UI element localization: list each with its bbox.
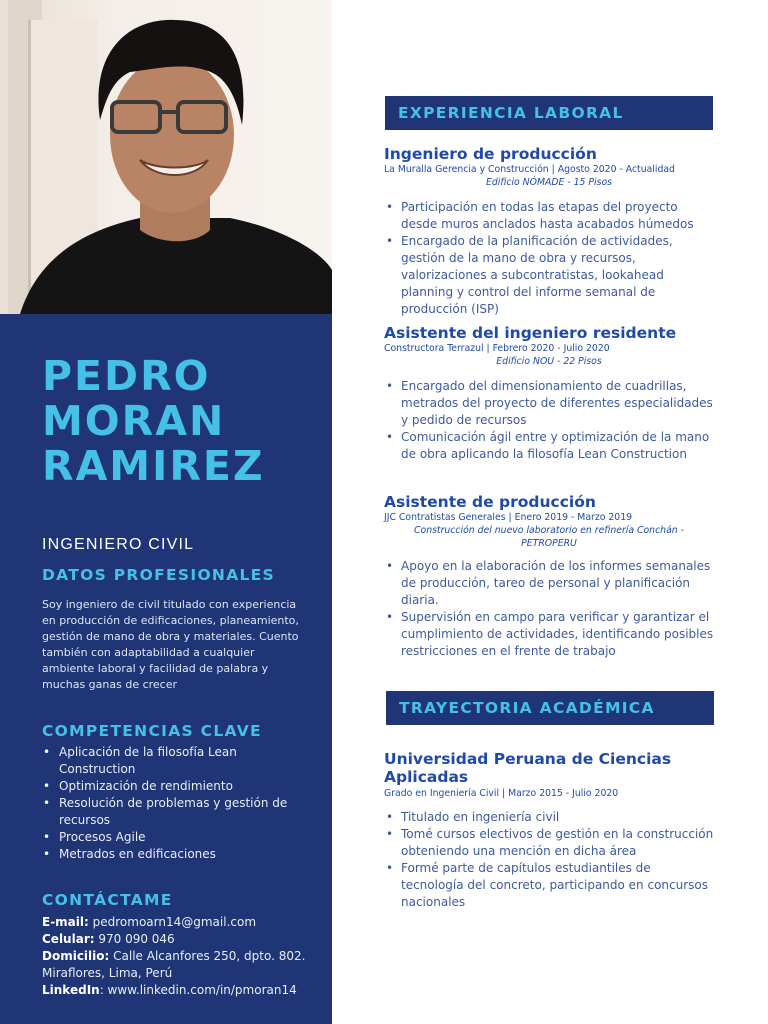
linkedin-label: LinkedIn: [42, 983, 100, 997]
job-title: Asistente de producción: [384, 493, 596, 511]
job-project: Edificio NÓMADE - 15 Pisos: [485, 177, 612, 188]
job-title: Asistente del ingeniero residente: [384, 324, 677, 342]
job-entry: [384, 493, 714, 660]
degree-dates: Grado en Ingeniería Civil | Marzo 2015 - Julio 2020: [384, 788, 619, 799]
list-item: • Tomé cursos electivos de gestión en la construcción obteniendo una mención en dicha área: [384, 826, 714, 860]
list-item: • Formé parte de capítulos estudiantiles de tecnología del concreto, participando en concursos nacionales: [384, 860, 714, 911]
contact-heading: CONTÁCTAME: [42, 891, 173, 909]
name-line-middle: MORAN: [42, 397, 226, 445]
phone-label: Celular:: [42, 932, 95, 946]
list-item: • Participación en todas las etapas del proyecto desde muros anclados hasta acabados húmedos: [384, 199, 714, 233]
contact-email: [42, 914, 322, 931]
email-value[interactable]: pedromoarn14@gmail.com: [88, 915, 257, 929]
job-company-dates: JJC Contratistas Generales | Enero 2019 - Marzo 2019: [384, 512, 633, 523]
list-item: • Metrados en edificaciones: [42, 846, 312, 863]
profile-heading: DATOS PROFESIONALES: [42, 566, 276, 584]
job-bullets: [384, 378, 714, 463]
list-item: • Encargado de la planificación de actividades, gestión de la mano de obra y recursos, valorizaciones a subcontratistas, lookahead planning y control del informe semanal de producción (ISP): [384, 233, 714, 318]
list-item: • Optimización de rendimiento: [42, 778, 312, 795]
job-company-dates: La Muralla Gerencia y Construcción | Agosto 2020 - Actualidad: [384, 164, 675, 175]
contact-block: [42, 914, 322, 999]
job-bullets: [384, 558, 714, 660]
job-bullets: [384, 199, 714, 318]
job-role: INGENIERO CIVIL: [42, 536, 195, 553]
name-line-first: PEDRO: [42, 352, 211, 400]
skills-heading: COMPETENCIAS CLAVE: [42, 722, 262, 740]
education-heading: TRAYECTORIA ACADÉMICA: [386, 691, 714, 725]
list-item: • Aplicación de la filosofía Lean Construction: [42, 744, 312, 778]
name-line-last: RAMIREZ: [42, 442, 265, 490]
skills-list: [42, 744, 312, 863]
sidebar-panel: [0, 314, 332, 1024]
list-item: • Apoyo en la elaboración de los informes semanales de producción, tareo de personal y planificación diaria.: [384, 558, 714, 609]
list-item: • Comunicación ágil entre y optimización de la mano de obra aplicando la filosofía Lean Construction: [384, 429, 714, 463]
list-item: • Procesos Agile: [42, 829, 312, 846]
address-value: Calle Alcanfores 250, dpto. 802. Miraflores, Lima, Perú: [42, 949, 306, 980]
contact-address: [42, 948, 322, 982]
job-project: Edificio NOU - 22 Pisos: [496, 356, 602, 367]
portrait-illustration: [0, 0, 332, 314]
email-label: E-mail:: [42, 915, 89, 929]
experience-heading: EXPERIENCIA LABORAL: [385, 96, 713, 130]
job-entry: [384, 145, 714, 318]
candidate-name: [42, 354, 322, 489]
profile-summary: Soy ingeniero de civil titulado con experiencia en producción de edificaciones, planeamiento, gestión de mano de obra y materiales. Cuento también con adaptabilidad a cualquier ambiente laboral y facilidad de palabra y muchas ganas de crecer: [42, 598, 299, 691]
linkedin-link[interactable]: : www.linkedin.com/in/pmoran14: [99, 983, 297, 997]
phone-value: 970 090 046: [94, 932, 175, 946]
education-bullets: [384, 809, 714, 911]
list-item: • Supervisión en campo para verificar y garantizar el cumplimiento de actividades, identificando posibles restricciones en el frente de trabajo: [384, 609, 714, 660]
job-project-client: PETROPERU: [521, 538, 577, 549]
contact-phone: [42, 931, 322, 948]
contact-linkedin: [42, 982, 322, 999]
school-name: Universidad Peruana de Ciencias Aplicadas: [384, 750, 672, 786]
address-label: Domicilio:: [42, 949, 110, 963]
profile-photo: [0, 0, 332, 314]
job-entry: [384, 324, 714, 463]
job-project: Construcción del nuevo laboratorio en refinería Conchán -: [414, 525, 684, 536]
list-item: • Titulado en ingeniería civil: [384, 809, 714, 826]
job-title: Ingeniero de producción: [384, 145, 597, 163]
list-item: • Resolución de problemas y gestión de recursos: [42, 795, 312, 829]
education-entry: [384, 750, 714, 911]
job-company-dates: Constructora Terrazul | Febrero 2020 - Julio 2020: [384, 343, 610, 354]
list-item: • Encargado del dimensionamiento de cuadrillas, metrados del proyecto de diferentes especialidades y pedido de recursos: [384, 378, 714, 429]
